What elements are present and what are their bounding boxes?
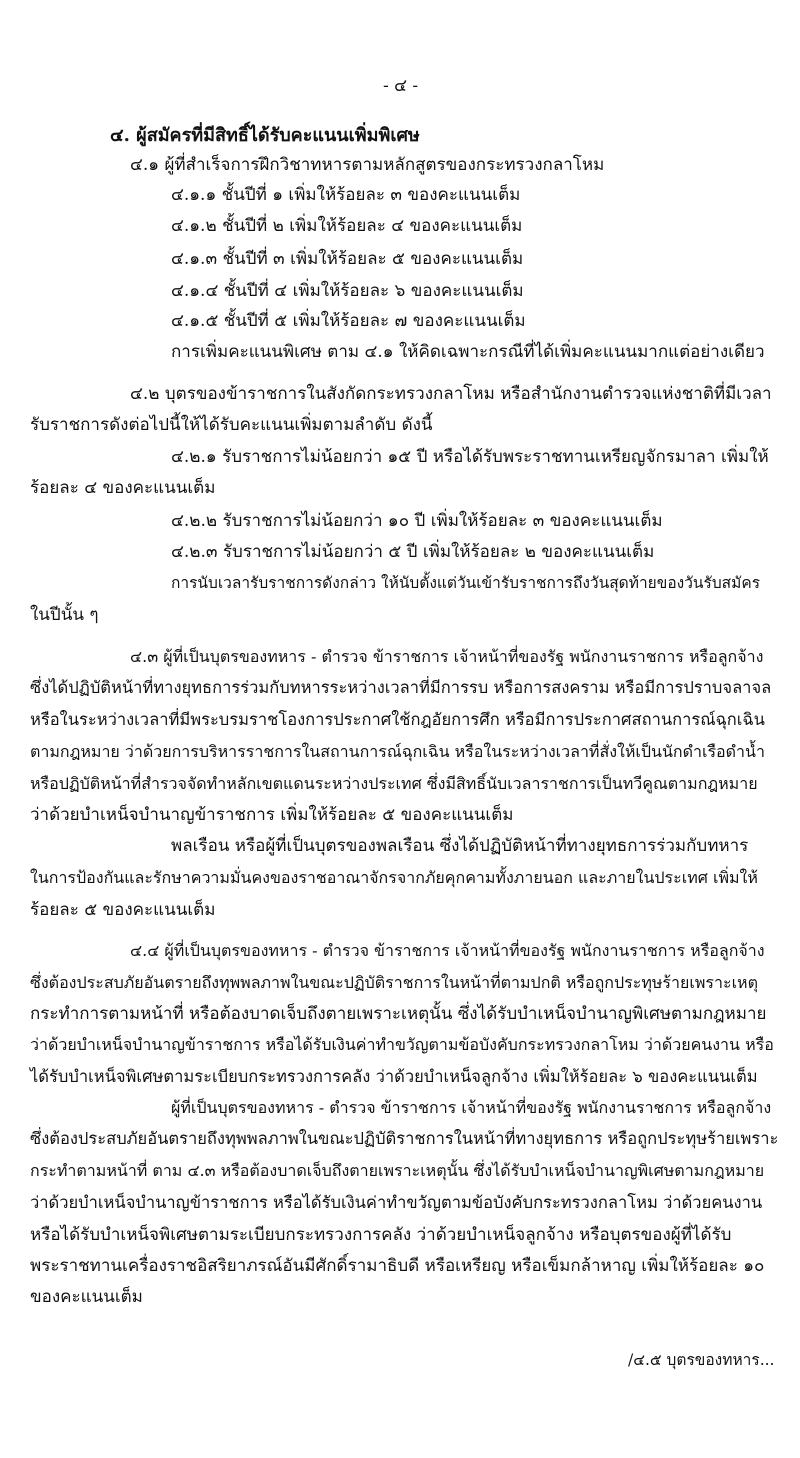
paragraph-line: หรือปฏิบัติหน้าที่สำรวจจัดทำหลักเขตแดนระหว่างประเทศ ซึ่งมีสิทธิ์นับเวลาราชการเป็นทวีคูณตามกฎหมาย <box>30 774 758 793</box>
page-number: - ๔ - <box>383 76 419 96</box>
paragraph-line: ซึ่งต้องประสบภัยอันตรายถึงทุพพลภาพในขณะปฏิบัติราชการในหน้าที่ทางยุทธการ หรือถูกประทุษร้ายเพราะ <box>30 1129 779 1148</box>
paragraph-line: รับราชการดังต่อไปนี้ให้ได้รับคะแนนเพิ่มตามลำดับ ดังนี้ <box>30 415 433 435</box>
paragraph-line: ๔.๔ ผู้ที่เป็นบุตรของทหาร - ตำรวจ ข้าราชการ เจ้าหน้าที่ของรัฐ พนักงานราชการ หรือลูกจ้าง <box>130 941 765 960</box>
paragraph-line: กระทำตามหน้าที่ ตาม ๔.๓ หรือต้องบาดเจ็บถึงตายเพราะเหตุนั้น ซึ่งได้รับบำเหน็จบำนาญพิเศษตามกฎหมาย <box>30 1161 765 1180</box>
list-item: ๔.๑.๑ ชั้นปีที่ ๑ เพิ่มให้ร้อยละ ๓ ของคะแนนเต็ม <box>171 185 521 205</box>
paragraph-line: พระราชทานเครื่องราชอิสริยาภรณ์อันมีศักดิ์รามาธิบดี หรือเหรียญ หรือเข็มกล้าหาญ เพิ่มให้ร้อยละ ๑๐ <box>30 1256 765 1276</box>
subsection-4-1-title: ๔.๑ ผู้ที่สำเร็จการฝึกวิชาทหารตามหลักสูตรของกระทรวงกลาโหม <box>130 155 605 175</box>
paragraph-line: ๔.๒.๑ รับราชการไม่น้อยกว่า ๑๕ ปี หรือได้รับพระราชทานเหรียญจักรมาลา เพิ่มให้ <box>171 447 769 467</box>
paragraph-line: ในปีนั้น ๆ <box>30 605 99 625</box>
paragraph-line: หรือได้รับบำเหน็จพิเศษตามระเบียบกระทรวงการคลัง ว่าด้วยบำเหน็จลูกจ้าง หรือบุตรของผู้ที่ได้รับ <box>30 1225 732 1245</box>
paragraph-line: หรือในระหว่างเวลาที่มีพระบรมราชโองการประกาศใช้กฎอัยการศึก หรือมีการประกาศสถานการณ์ฉุกเฉิน <box>30 710 765 729</box>
paragraph-line: การนับเวลารับราชการดังกล่าว ให้นับตั้งแต่วันเข้ารับราชการถึงวันสุดท้ายของวันรับสมัคร <box>171 574 761 592</box>
continuation-marker: /๔.๕ บุตรของทหาร... <box>628 1351 775 1369</box>
paragraph-line: ว่าด้วยบำเหน็จบำนาญข้าราชการ หรือได้รับเงินค่าทำขวัญตามข้อบังคับกระทรวงกลาโหม ว่าด้วยคนงาน หรือ <box>30 1035 774 1054</box>
list-item: ๔.๑.๔ ชั้นปีที่ ๔ เพิ่มให้ร้อยละ ๖ ของคะแนนเต็ม <box>171 281 524 301</box>
paragraph-line: ร้อยละ ๔ ของคะแนนเต็ม <box>30 478 216 498</box>
paragraph-line: ของคะแนนเต็ม <box>30 1287 143 1307</box>
paragraph-line: ซึ่งต้องประสบภัยอันตรายถึงทุพพลภาพในขณะปฏิบัติราชการในหน้าที่ตามปกติ หรือถูกประทุษร้ายเพราะเหตุ <box>30 973 758 992</box>
paragraph-line: ๔.๒.๒ รับราชการไม่น้อยกว่า ๑๐ ปี เพิ่มให้ร้อยละ ๓ ของคะแนนเต็ม <box>171 511 663 531</box>
list-item: ๔.๑.๕ ชั้นปีที่ ๕ เพิ่มให้ร้อยละ ๗ ของคะแนนเต็ม <box>171 311 526 331</box>
paragraph-line: ว่าด้วยบำเหน็จบำนาญข้าราชการ หรือได้รับเงินค่าทำขวัญตามข้อบังคับกระทรวงกลาโหม ว่าด้วยคนงาน <box>30 1193 763 1212</box>
subsection-4-1-note: การเพิ่มคะแนนพิเศษ ตาม ๔.๑ ให้คิดเฉพาะกรณีที่ได้เพิ่มคะแนนมากแต่อย่างเดียว <box>171 342 765 362</box>
paragraph-line: ๔.๒.๓ รับราชการไม่น้อยกว่า ๕ ปี เพิ่มให้ร้อยละ ๒ ของคะแนนเต็ม <box>171 542 655 562</box>
paragraph-line: ได้รับบำเหน็จพิเศษตามระเบียบกระทรวงการคลัง ว่าด้วยบำเหน็จลูกจ้าง เพิ่มให้ร้อยละ ๖ ของคะแนนเต็ม <box>30 1067 758 1086</box>
section-heading: ๔. ผู้สมัครที่มีสิทธิ์ได้รับคะแนนเพิ่มพิเศษ <box>110 125 420 146</box>
paragraph-line: ๔.๓ ผู้ที่เป็นบุตรของทหาร - ตำรวจ ข้าราชการ เจ้าหน้าที่ของรัฐ พนักงานราชการ หรือลูกจ้าง <box>130 647 764 666</box>
list-item: ๔.๑.๒ ชั้นปีที่ ๒ เพิ่มให้ร้อยละ ๔ ของคะแนนเต็ม <box>171 216 523 236</box>
paragraph-line: ซึ่งได้ปฏิบัติหน้าที่ทางยุทธการร่วมกับทหารระหว่างเวลาที่มีการรบ หรือการสงคราม หรือมีการปราบจลาจล <box>30 678 772 697</box>
paragraph-line: ตามกฎหมาย ว่าด้วยการบริหารราชการในสถานการณ์ฉุกเฉิน หรือในระหว่างเวลาที่สั่งให้เป็นนักดำเรือดำน้ำ <box>30 742 765 761</box>
paragraph-line: ว่าด้วยบำเหน็จบำนาญข้าราชการ เพิ่มให้ร้อยละ ๕ ของคะแนนเต็ม <box>30 805 514 825</box>
paragraph-line: ในการป้องกันและรักษาความมั่นคงของราชอาณาจักรจากภัยคุกคามทั้งภายนอก และภายในประเทศ เพิ่มให้ <box>30 868 758 887</box>
paragraph-line: กระทำการตามหน้าที่ หรือต้องบาดเจ็บถึงตายเพราะเหตุนั้น ซึ่งได้รับบำเหน็จบำนาญพิเศษตามกฎหมาย <box>30 1004 767 1024</box>
paragraph-line: ผู้ที่เป็นบุตรของทหาร - ตำรวจ ข้าราชการ เจ้าหน้าที่ของรัฐ พนักงานราชการ หรือลูกจ้าง <box>171 1098 772 1117</box>
list-item: ๔.๑.๓ ชั้นปีที่ ๓ เพิ่มให้ร้อยละ ๕ ของคะแนนเต็ม <box>171 249 524 269</box>
paragraph-line: พลเรือน หรือผู้ที่เป็นบุตรของพลเรือน ซึ่งได้ปฏิบัติหน้าที่ทางยุทธการร่วมกับทหาร <box>171 836 749 856</box>
paragraph-line: ร้อยละ ๕ ของคะแนนเต็ม <box>30 900 216 920</box>
paragraph-line: ๔.๒ บุตรของข้าราชการในสังกัดกระทรวงกลาโหม หรือสำนักงานตำรวจแห่งชาติที่มีเวลา <box>130 384 772 404</box>
